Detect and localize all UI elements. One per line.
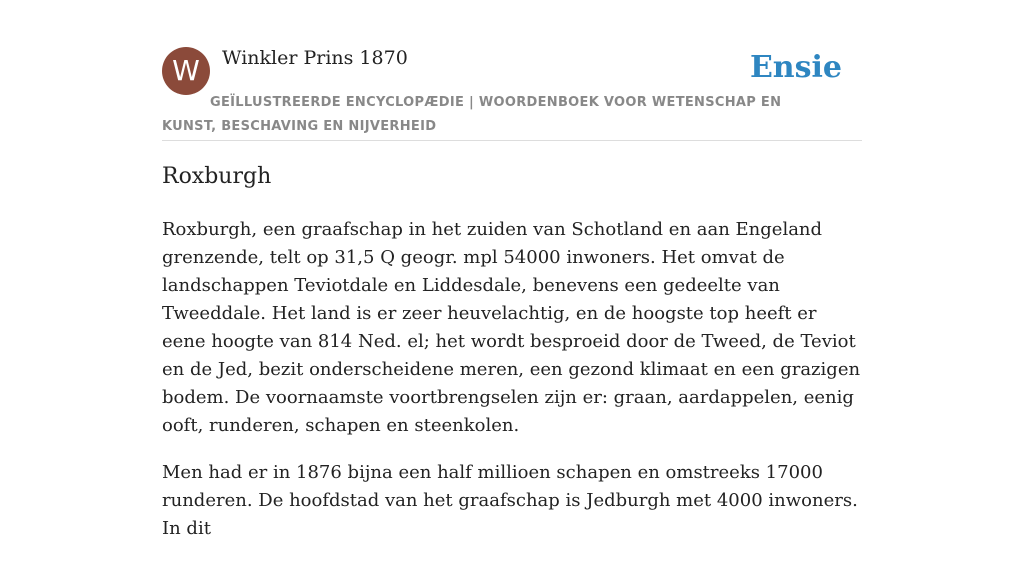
source-title-link[interactable]: Winkler Prins 1870	[222, 47, 408, 69]
source-subtitle: GEÏLLUSTREERDE ENCYCLOPÆDIE | WOORDENBOEK VOOR WETENSCHAP EN KUNST, BESCHAVING EN NIJVERHEID	[162, 95, 782, 134]
article-title: Roxburgh	[162, 164, 272, 189]
article-paragraph: Roxburgh, een graafschap in het zuiden van Schotland en aan Engeland grenzende, telt op 31,5 Q geogr. mpl 54000 inwoners. Het omvat de landschappen Teviotdale en Liddesdale, benevens een gedeelte van Tweeddale. Het land is er zeer heuvelachtig, en de hoogste top heeft er eene hoogte van 814 Ned. el; het wordt besproeid door de Tweed, de Teviot en de Jed, bezit onderscheidene meren, een gezond klimaat en een grazigen bodem. De voornaamste voortbrengselen zijn er: graan, aardappelen, eenig ooft, runderen, schapen en steenkolen.	[162, 219, 861, 436]
source-avatar[interactable]: W	[162, 47, 210, 95]
page-header	[162, 46, 862, 141]
article-paragraph: Men had er in 1876 bijna een half millioen schapen en omstreeks 17000 runderen. De hoofdstad van het graafschap is Jedburgh met 4000 inwoners. In dit	[162, 462, 858, 539]
ensie-logo-link[interactable]: Ensie	[749, 50, 842, 85]
article-body	[162, 216, 862, 562]
